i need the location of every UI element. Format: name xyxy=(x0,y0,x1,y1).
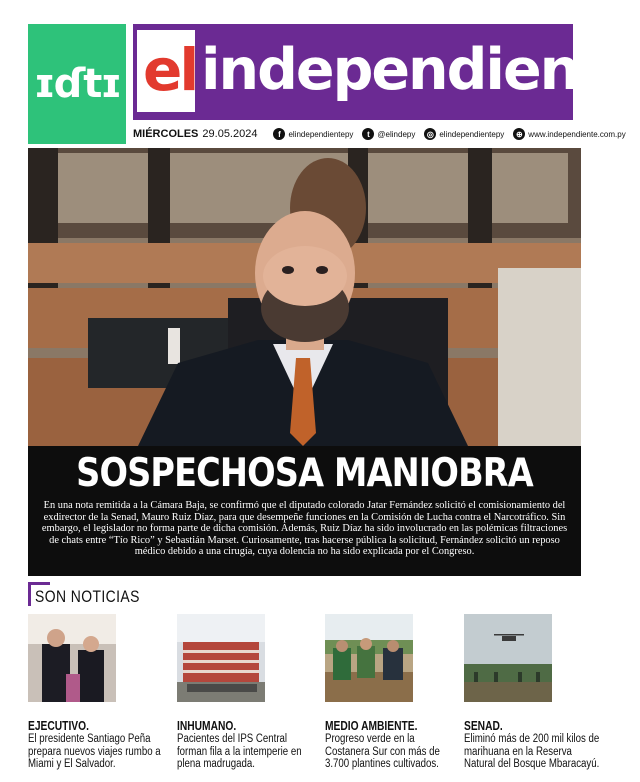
news-text: El presidente Santiago Peña prepara nuevos viajes rumbo a Miami y El Salvador. xyxy=(28,733,161,770)
title-el-text: el xyxy=(143,36,197,104)
facebook-handle: elindependientepy xyxy=(288,129,354,139)
section-bar xyxy=(28,582,31,606)
news-kicker: SENAD. xyxy=(464,719,503,733)
news-kicker: EJECUTIVO. xyxy=(28,719,89,733)
news-item-inhumano[interactable] xyxy=(177,614,317,771)
lead-body: En una nota remitida a la Cámara Baja, se confirmó que el diputado colorado Jatar Fernández solicitó el comisionamiento del exdirector de la Senad, Mauro Ruiz Díaz, para que desempeñe funciones en la Comisión de Lucha contra el Narcotráfico. Sin embargo, el legislador no forma parte de dicha comisión. Además, Ruiz Díaz ha sido involucrado en las polémicas filtraciones de chats entre “Tío Rico” y Sebastián Marset. Curiosamente, tras hacerse pública la solicitud, Fernández solicitó un reposo médico debido a una cirugía, cuya dolencia no ha sido explicada por el Congreso. xyxy=(41,500,568,558)
title-el-box xyxy=(137,30,195,112)
website-link[interactable] xyxy=(513,128,625,140)
section-accent xyxy=(28,582,50,585)
news-kicker: MEDIO AMBIENTE. xyxy=(325,719,418,733)
news-item-medio-ambiente[interactable] xyxy=(325,614,465,771)
news-kicker: INHUMANO. xyxy=(177,719,237,733)
section-header xyxy=(28,582,163,606)
facebook-link[interactable] xyxy=(273,128,353,140)
lead-headline[interactable]: SOSPECHOSA MANIOBRA xyxy=(76,451,533,496)
title-main-text: independiente xyxy=(201,37,640,103)
website-url: www.independiente.com.py xyxy=(528,129,626,139)
twitter-link[interactable] xyxy=(362,128,415,140)
section-title: SON NOTICIAS xyxy=(35,587,140,606)
news-text: Progreso verde en la Costanera Sur con más de 3.700 plantines cultivados. xyxy=(325,733,440,770)
edition-weekday: MIÉRCOLES xyxy=(133,128,199,140)
news-photo[interactable] xyxy=(464,614,552,702)
news-photo[interactable] xyxy=(325,614,413,702)
date-social-row xyxy=(133,126,626,142)
news-item-ejecutivo[interactable] xyxy=(28,614,168,771)
edition-date: 29.05.2024 xyxy=(202,128,258,140)
instagram-handle: elindependientepy xyxy=(439,129,505,139)
instagram-icon: ◎ xyxy=(424,128,436,140)
instagram-link[interactable] xyxy=(424,128,504,140)
brand-logo-text: ɪɗtɪ xyxy=(33,61,121,107)
brand-logo xyxy=(28,24,126,144)
twitter-icon: t xyxy=(362,128,374,140)
twitter-handle: @elindepy xyxy=(377,129,416,139)
lead-photo xyxy=(28,148,581,446)
facebook-icon: f xyxy=(273,128,285,140)
news-text: Eliminó más de 200 mil kilos de marihuana en la Reserva Natural del Bosque Mbaracayú. xyxy=(464,733,600,770)
globe-icon: ⊕ xyxy=(513,128,525,140)
news-item-senad[interactable] xyxy=(464,614,604,771)
news-photo[interactable] xyxy=(177,614,265,702)
news-photo[interactable] xyxy=(28,614,116,702)
news-text: Pacientes del IPS Central forman fila a la intemperie en plena madrugada. xyxy=(177,733,302,770)
newspaper-title xyxy=(133,24,640,120)
lead-story xyxy=(28,446,581,576)
